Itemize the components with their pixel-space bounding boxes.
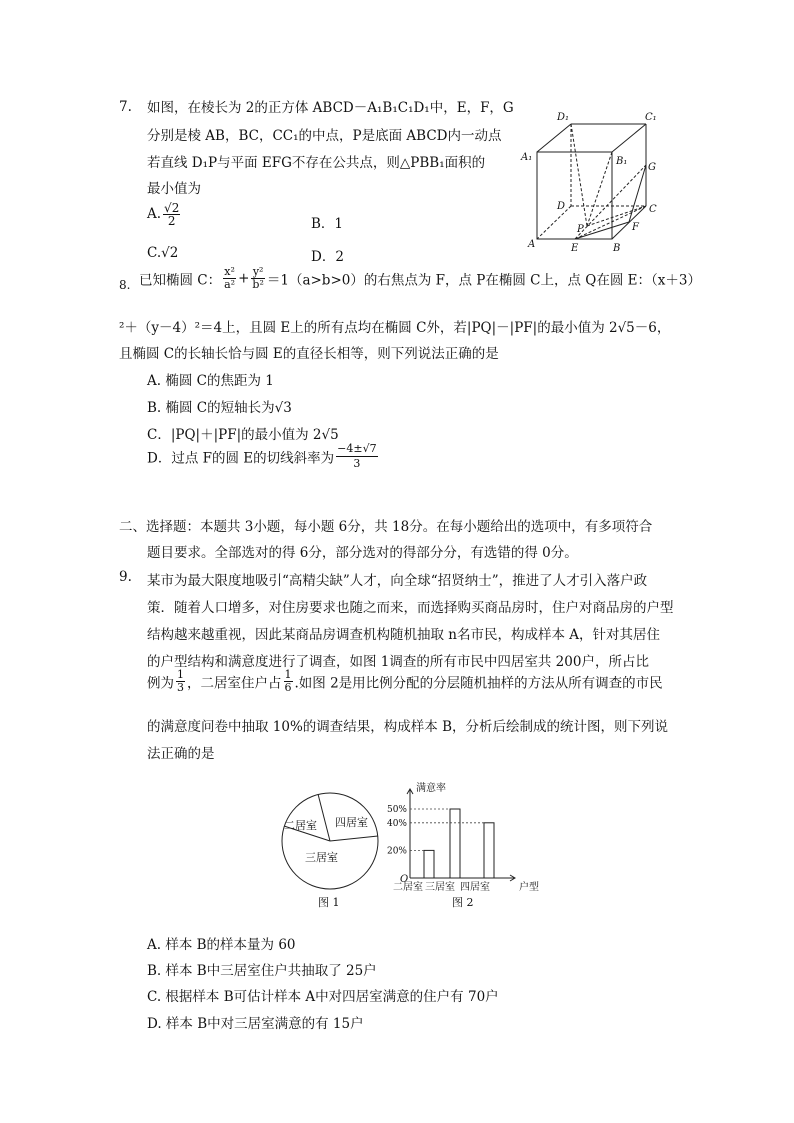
q9-number: 9.: [119, 569, 132, 585]
q9-frac1-den: 3: [177, 681, 184, 694]
section2-line-1: 二、选择题：本题共 3小题，每小题 6分，共 18分。在每小题给出的选项中，有多项符合: [119, 519, 653, 535]
q7-option-a-num: √2: [164, 201, 180, 215]
bar: [424, 850, 434, 878]
label-b: B: [613, 243, 621, 254]
y-tick-label: 50%: [386, 805, 407, 815]
q7-option-a: [147, 202, 182, 227]
q9-line-5-pre: 例为: [147, 675, 174, 692]
q9-option-c: C. 根据样本 B可估计样本 A中对四居室满意的住户有 70户: [147, 989, 499, 1005]
x-tick-label: 四居室: [460, 882, 490, 893]
pie-label-three-room: 三居室: [305, 851, 338, 864]
y-tick-label: 40%: [386, 818, 407, 829]
q9-option-d: D. 样本 B中对三居室满意的有 15户: [147, 1016, 364, 1032]
figure-2-caption: 图 2: [452, 896, 474, 909]
pie-label-two-room: 二居室: [284, 819, 317, 832]
bar: [450, 809, 460, 878]
q8-option-b: B. 椭圆 C的短轴长为√3: [147, 400, 292, 416]
q9-frac1-num: 1: [177, 668, 184, 681]
label-c1: C₁: [645, 112, 657, 123]
q7-option-a-den: 2: [167, 214, 176, 228]
figure-2-bar-chart: [386, 775, 550, 915]
pie-label-four-room: 四居室: [335, 816, 368, 829]
label-f: F: [632, 222, 639, 233]
q8-option-d-num: −4±√7: [337, 442, 377, 455]
q9-line-6: 的满意度问卷中抽取 10%的调查结果，构成样本 B，分析后绘制成的统计图，则下列说: [147, 719, 669, 735]
q8-frac2-den: b²: [252, 278, 264, 291]
q9-line-5-post: .如图 2是用比例分配的分层随机抽样的方法从所有调查的市民: [294, 675, 663, 692]
label-c: C: [649, 204, 657, 215]
q8-option-c: C．|PQ|＋|PF|的最小值为 2√5: [147, 427, 339, 443]
q7-line-2: 分别是棱 AB，BC，CC₁的中点，P是底面 ABCD内一动点: [147, 128, 502, 144]
cube-figure: [515, 108, 665, 258]
q9-line-5: [147, 669, 663, 694]
section2-line-2: 题目要求。全部选对的得 6分，部分选对的得部分分，有选错的得 0分。: [147, 545, 578, 561]
x-tick-label: 三居室: [425, 882, 455, 893]
label-d1: D₁: [557, 112, 570, 123]
q8-line-1-pre: 已知椭圆 C：: [139, 272, 222, 289]
q7-option-b: B．1: [311, 216, 344, 232]
q8-plus: +: [238, 270, 250, 287]
x-axis-label: 户型: [519, 882, 539, 893]
q7-line-3: 若直线 D₁P与平面 EFG不存在公共点，则△PBB₁面积的: [147, 155, 486, 171]
bar: [484, 823, 494, 878]
q8-line-1-post: ＝1（a>b>0）的右焦点为 F，点 P在椭圆 C上，点 Q在圆 E：（x＋3）: [266, 272, 701, 289]
q7-option-c: C.√2: [147, 245, 179, 261]
q9-option-a: A. 样本 B的样本量为 60: [147, 937, 296, 953]
q8-option-a: A. 椭圆 C的焦距为 1: [147, 373, 274, 389]
q8-option-d: [147, 442, 380, 471]
y-axis-label: 满意率: [416, 783, 446, 794]
q9-line-7: 法正确的是: [147, 746, 215, 762]
q9-line-1: 某市为最大限度地吸引“高精尖缺”人才，向全球“招贤纳士”，推进了人才引入落户政: [147, 573, 648, 589]
label-d: D: [557, 201, 566, 212]
q9-line-2: 策．随着人口增多，对住房要求也随之而来，而选择购买商品房时，住户对商品房的户型: [147, 600, 674, 616]
q7-line-1: 如图，在棱长为 2的正方体 ABCD－A₁B₁C₁D₁中，E，F，G: [147, 100, 514, 116]
label-a1: A₁: [521, 152, 533, 163]
label-b1: B₁: [616, 156, 628, 167]
figure-1-caption: 图 1: [318, 896, 340, 909]
q8-line-3: 且椭圆 C的长轴长恰与圆 E的直径长相等，则下列说法正确的是: [119, 346, 499, 362]
q8-number: 8.: [119, 278, 131, 292]
label-g: G: [648, 162, 656, 173]
q9-line-4: 的户型结构和满意度进行了调查，如图 1调查的所有市民中四居室共 200户，所占比: [147, 654, 649, 670]
q8-line-1: [139, 266, 701, 291]
q7-option-d: D．2: [311, 249, 344, 265]
q7-line-4: 最小值为: [147, 181, 201, 197]
origin-label: O: [400, 874, 409, 885]
q8-option-d-den: 3: [353, 457, 361, 470]
q8-frac1-num: x²: [224, 265, 235, 278]
label-a: A: [528, 239, 536, 250]
q8-line-2: ²＋（y－4）²＝4上，且圆 E上的所有点均在椭圆 C外，若|PQ|－|PF|的最小值为 2√5－6，: [119, 320, 671, 336]
chart-layer: [387, 781, 539, 893]
q9-option-b: B. 样本 B中三居室住户共抽取了 25户: [147, 963, 377, 979]
q7-option-a-prefix: A.: [147, 206, 162, 222]
q9-line-3: 结构越来越重视，因此某商品房调查机构随机抽取 n名市民，构成样本 A，针对其居住: [147, 627, 661, 643]
q9-line-5-mid: ，二居室住户占: [187, 675, 282, 692]
label-e: E: [571, 243, 579, 254]
label-p: P: [577, 224, 584, 235]
q8-frac2-num: y²: [252, 265, 264, 278]
q8-frac1-den: a²: [224, 278, 236, 291]
figure-1-pie: [278, 790, 388, 920]
q9-frac2-num: 1: [284, 668, 292, 681]
q7-number: 7.: [119, 99, 132, 115]
q8-option-d-pre: D．过点 F的圆 E的切线斜率为: [147, 450, 335, 467]
x-tick-label: 二居室: [393, 882, 423, 893]
y-tick-label: 20%: [386, 846, 407, 857]
q9-frac2-den: 6: [284, 681, 292, 694]
